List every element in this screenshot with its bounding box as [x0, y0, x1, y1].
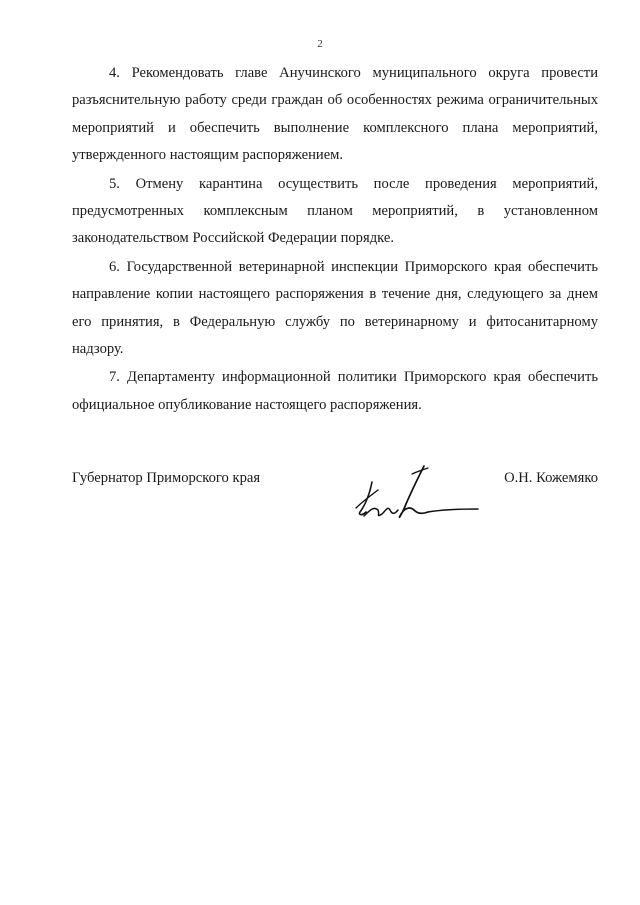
document-body	[72, 60, 598, 419]
handwritten-signature-icon	[352, 460, 482, 526]
page-number: 2	[317, 38, 323, 50]
signatory-position: Губернатор Приморского края	[72, 470, 261, 486]
paragraph-item-7: 7. Департаменту информационной политики Приморского края обеспечить официальное опубликование настоящего распоряжения.	[72, 369, 598, 413]
signature-block	[72, 470, 598, 494]
signatory-name: О.Н. Кожемяко	[504, 470, 598, 486]
paragraph-item-6: 6. Государственной ветеринарной инспекции Приморского края обеспечить направление копии настоящего распоряжения в течение дня, следующего за днем его принятия, в Федеральную службу по ветеринарному и фитосанитарному надзору.	[72, 258, 598, 358]
paragraph-item-5: 5. Отмену карантина осуществить после проведения мероприятий, предусмотренных комплексным планом мероприятий, в установленном законодательством Российской Федерации порядке.	[72, 175, 598, 247]
paragraph-item-4: 4. Рекомендовать главе Анучинского муниципального округа провести разъяснительную работу среди граждан об особенностях режима ограничительных мероприятий и обеспечить выполнение комплексного плана мероприятий, утвержденного настоящим распоряжением.	[72, 65, 598, 164]
